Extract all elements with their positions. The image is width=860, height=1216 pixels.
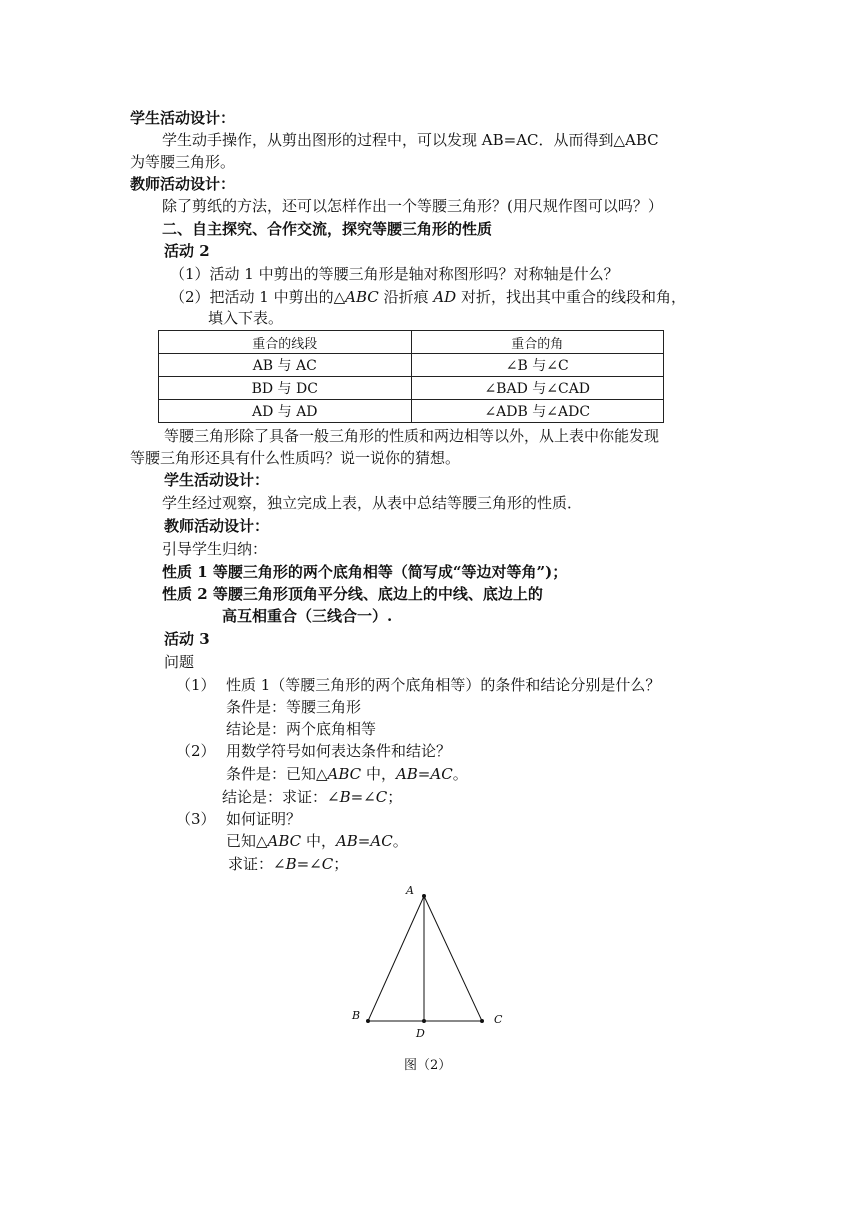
activity-2-question-1: （1）活动 1 中剪出的等腰三角形是轴对称图形吗？对称轴是什么？ (170, 265, 619, 283)
table-cell: ∠BAD 与∠CAD (411, 377, 664, 400)
question-1-text: 性质 1（等腰三角形的两个底角相等）的条件和结论分别是什么？ (226, 676, 661, 694)
overlap-table (158, 330, 664, 423)
table-cell: AD 与 AD (159, 400, 412, 423)
point-a (422, 894, 426, 898)
table-cell: ∠ADB 与∠ADC (411, 400, 664, 423)
table-header-cell: 重合的线段 (159, 331, 412, 354)
student-design-heading: 学生活动设计： (130, 109, 236, 127)
after-table-paragraph-line1: 等腰三角形除了具备一般三角形的性质和两边相等以外，从上表中你能发现 (164, 427, 660, 445)
point-c (480, 1019, 484, 1023)
teacher-design-2-heading: 教师活动设计： (164, 517, 270, 535)
table-row (159, 400, 664, 423)
activity-2-question-2-cont: 填入下表。 (208, 309, 284, 327)
label-b: B (352, 1009, 361, 1022)
section-title: 二、自主探究、合作交流，探究等腰三角形的性质 (162, 220, 493, 238)
question-2-conclusion: 结论是：求证：∠B=∠C； (222, 788, 403, 806)
side-ab (368, 896, 424, 1021)
question-3-prove: 求证：∠B=∠C； (228, 855, 349, 873)
table-header-cell: 重合的角 (411, 331, 664, 354)
question-3-given: 已知△ABC 中，AB=AC。 (226, 832, 408, 850)
point-b (366, 1019, 370, 1023)
property-1: 性质 1 等腰三角形的两个底角相等（简写成“等边对等角”)； (162, 563, 568, 581)
table-cell: ∠B 与∠C (411, 354, 664, 377)
table-cell: BD 与 DC (159, 377, 412, 400)
student-design-paragraph-line1: 学生动手操作，从剪出图形的过程中，可以发现 AB=AC．从而得到△ABC (162, 131, 659, 149)
question-2-text: 用数学符号如何表达条件和结论？ (226, 742, 452, 760)
label-d: D (416, 1027, 425, 1040)
table-header-row (159, 331, 664, 354)
question-2-number: （2） (176, 742, 216, 760)
question-2-condition: 条件是：已知△ABC 中，AB=AC。 (226, 765, 468, 783)
property-2-cont: 高互相重合（三线合一）. (222, 607, 393, 625)
student-design-2-heading: 学生活动设计： (164, 471, 270, 489)
label-c: C (494, 1013, 503, 1026)
teacher-design-heading: 教师活动设计： (130, 175, 236, 193)
question-3-number: （3） (176, 810, 216, 828)
activity-2-question-2: （2）把活动 1 中剪出的△ABC 沿折痕 AD 对折，找出其中重合的线段和角， (170, 288, 686, 306)
activity-3-title: 活动 3 (164, 630, 210, 648)
label-a: A (406, 884, 414, 897)
teacher-design-paragraph: 除了剪纸的方法，还可以怎样作出一个等腰三角形？(用尺规作图可以吗？） (162, 197, 663, 215)
question-3-text: 如何证明？ (226, 810, 302, 828)
after-table-paragraph-line2: 等腰三角形还具有什么性质吗？说一说你的猜想。 (130, 449, 461, 467)
student-design-paragraph-line2: 为等腰三角形。 (130, 153, 236, 171)
student-design-2-paragraph: 学生经过观察，独立完成上表，从表中总结等腰三角形的性质． (162, 494, 583, 512)
question-1-number: （1） (176, 676, 216, 694)
figure-caption: 图（2） (404, 1058, 452, 1073)
question-1-condition: 条件是：等腰三角形 (226, 698, 362, 716)
side-ac (424, 896, 482, 1021)
property-2: 性质 2 等腰三角形顶角平分线、底边上的中线、底边上的 (162, 585, 543, 603)
point-d (422, 1019, 426, 1023)
table-cell: AB 与 AC (159, 354, 412, 377)
activity-3-question-label: 问题 (164, 653, 195, 671)
question-1-conclusion: 结论是：两个底角相等 (226, 720, 377, 738)
table-row (159, 354, 664, 377)
teacher-design-2-paragraph: 引导学生归纳： (162, 540, 268, 558)
triangle-figure (340, 880, 520, 1040)
activity-2-title: 活动 2 (164, 242, 210, 260)
table-row (159, 377, 664, 400)
